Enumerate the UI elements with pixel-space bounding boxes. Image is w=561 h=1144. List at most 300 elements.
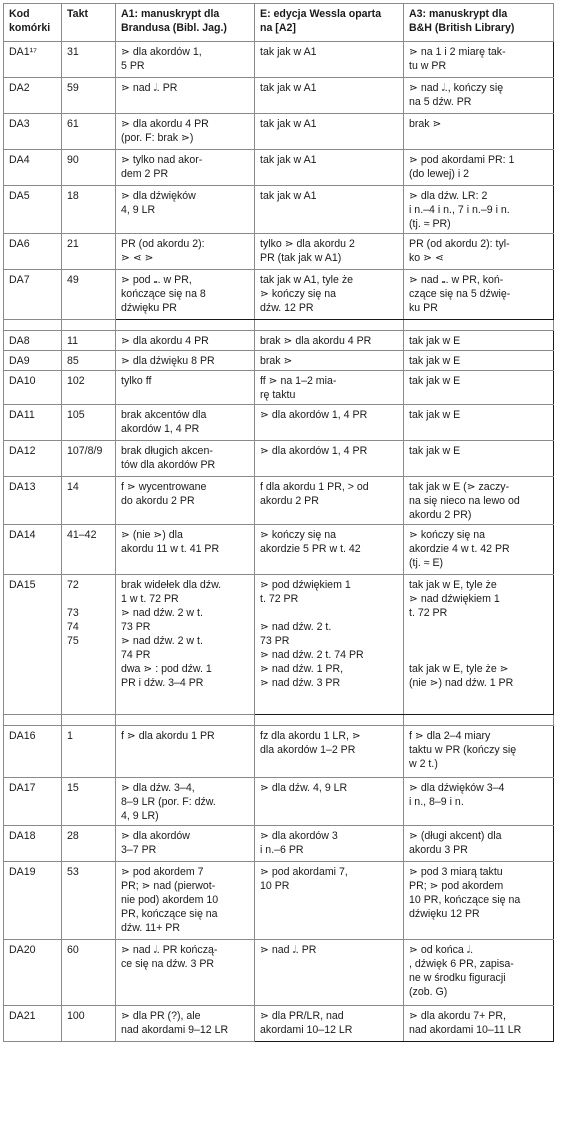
- cell-line: brak ⋗: [409, 118, 442, 130]
- cell-e: [255, 78, 404, 114]
- cell-e: [255, 234, 404, 270]
- cell-line: 1 w t. 72 PR: [121, 593, 179, 605]
- cell-line: DA7: [9, 274, 30, 286]
- cell-line: ⋗ dla dźwięków: [121, 190, 196, 202]
- header-a1: [116, 4, 255, 42]
- cell-line: tów dla akordów PR: [121, 459, 216, 471]
- cell-a1: [116, 234, 255, 270]
- cell-line: 5 PR: [121, 60, 145, 72]
- cell-line: PR i dźw. 3–4 PR: [121, 677, 204, 689]
- table-row: [4, 477, 554, 525]
- cell-line: 28: [67, 830, 79, 842]
- cell-a3: [404, 441, 554, 477]
- cell-a3: [404, 186, 554, 234]
- cell-line: DA2: [9, 82, 30, 94]
- cell-a1: [116, 270, 255, 320]
- cell-e: [255, 1006, 404, 1042]
- cell-line: 74 PR: [121, 649, 151, 661]
- cell-line: 60: [67, 944, 79, 956]
- cell-line: DA1¹⁷: [9, 46, 37, 58]
- separator-cell: [116, 715, 255, 726]
- cell-a1: [116, 114, 255, 150]
- cell-line: DA9: [9, 355, 30, 367]
- cell-a3: [404, 778, 554, 826]
- cell-a3: [404, 1006, 554, 1042]
- cell-line: akordu 11 w t. 41 PR: [121, 543, 220, 555]
- cell-e: [255, 826, 404, 862]
- cell-line: ⋗ pod akordami 7,: [260, 866, 348, 878]
- cell-line: ⋗ ⋖ ⋗: [121, 252, 154, 264]
- header-text: A3: manuskrypt dla: [409, 8, 508, 20]
- cell-line: 15: [67, 782, 79, 794]
- cell-line: f ⋗ dla akordu 1 PR: [121, 730, 215, 742]
- cell-line: ⋗ nad 𝅗𝅥. PR: [260, 944, 317, 956]
- cell-line: dźwięku 12 PR: [409, 908, 480, 920]
- cell-line: brak ⋗ dla akordu 4 PR: [260, 335, 372, 347]
- cell-line: DA14: [9, 529, 36, 541]
- cell-line: f ⋗ dla 2–4 miary: [409, 730, 491, 742]
- cell-line: 21: [67, 238, 79, 250]
- cell-line: brak długich akcen-: [121, 445, 213, 457]
- table-row: [4, 525, 554, 575]
- header-text: komórki: [9, 22, 51, 34]
- cell-line: ⋗ pod 3 miarą taktu: [409, 866, 503, 878]
- cell-takt: [62, 477, 116, 525]
- table-row: [4, 42, 554, 78]
- header-text: Brandusa (Bibl. Jag.): [121, 22, 227, 34]
- header-row: [4, 4, 554, 42]
- cell-line: 31: [67, 46, 79, 58]
- cell-line: ⋗ nad dźwiękiem 1: [409, 593, 500, 605]
- table-row: [4, 940, 554, 1006]
- header-code: [4, 4, 62, 42]
- header-text: A1: manuskrypt dla: [121, 8, 220, 20]
- cell-line: tak jak w A1, tyle że: [260, 274, 354, 286]
- cell-code: [4, 1006, 62, 1042]
- cell-e: [255, 477, 404, 525]
- cell-line: tak jak w E: [409, 355, 461, 367]
- table-row: [4, 234, 554, 270]
- cell-code: [4, 371, 62, 405]
- cell-line: ⋗ nad 𝅗𝅥. PR: [121, 82, 178, 94]
- cell-line: 41–42: [67, 529, 97, 541]
- cell-line: dźw. 11+ PR: [121, 922, 180, 934]
- cell-line: (tj. ≈ PR): [409, 218, 451, 230]
- cell-line: w 2 t.): [409, 758, 438, 770]
- cell-line: tak jak w E, tyle że: [409, 579, 497, 591]
- cell-line: ⋗ (długi akcent) dla: [409, 830, 502, 842]
- cell-a3: [404, 331, 554, 351]
- header-a3: [404, 4, 554, 42]
- cell-code: [4, 405, 62, 441]
- cell-line: do akordu 2 PR: [121, 495, 195, 507]
- cell-line: akordów 1, 4 PR: [121, 423, 200, 435]
- cell-a1: [116, 186, 255, 234]
- cell-e: [255, 270, 404, 320]
- header-text: na [A2]: [260, 22, 296, 34]
- cell-e: [255, 862, 404, 940]
- cell-line: ⋗ dla akordu 4 PR: [121, 118, 209, 130]
- cell-line: tak jak w E (⋗ zaczy-: [409, 481, 510, 493]
- cell-line: ⋗ dla akordów 1,: [121, 46, 202, 58]
- group-separator: [4, 715, 554, 726]
- cell-line: akordami 10–12 LR: [260, 1024, 353, 1036]
- cell-line: t. 72 PR: [409, 607, 448, 619]
- cell-e: [255, 42, 404, 78]
- cell-line: ku PR: [409, 302, 438, 314]
- cell-line: ⋗ nad dźw. 2 w t.: [121, 635, 203, 647]
- cell-line: tak jak w A1: [260, 82, 317, 94]
- separator-cell: [404, 715, 554, 726]
- cell-a1: [116, 405, 255, 441]
- table-row: [4, 114, 554, 150]
- separator-cell: [4, 715, 62, 726]
- cell-line: tak jak w A1: [260, 46, 317, 58]
- cell-line: PR; ⋗ pod akordem: [409, 880, 504, 892]
- cell-a1: [116, 150, 255, 186]
- cell-a1: [116, 726, 255, 778]
- cell-line: [67, 592, 111, 606]
- cell-e: [255, 940, 404, 1006]
- cell-line: PR, kończące się na: [121, 908, 218, 920]
- cell-line: DA13: [9, 481, 36, 493]
- cell-line: dla akordów 1–2 PR: [260, 744, 356, 756]
- cell-line: brak akcentów dla: [121, 409, 207, 421]
- cell-takt: [62, 575, 116, 715]
- separator-cell: [404, 320, 554, 331]
- cell-a3: [404, 78, 554, 114]
- cell-line: ⋗ dla akordu 7+ PR,: [409, 1010, 506, 1022]
- cell-line: 8–9 LR (por. F: dźw.: [121, 796, 216, 808]
- cell-line: tu w PR: [409, 60, 447, 72]
- cell-takt: [62, 778, 116, 826]
- cell-line: ⋗ pod 𝅝. w PR,: [121, 274, 192, 286]
- group-separator: [4, 320, 554, 331]
- cell-line: 53: [67, 866, 79, 878]
- cell-line: 72: [67, 579, 79, 591]
- cell-line: ⋗ tylko nad akor-: [121, 154, 203, 166]
- cell-line: (nie ⋗) nad dźw. 1 PR: [409, 677, 514, 689]
- header-text: B&H (British Library): [409, 22, 515, 34]
- cell-line: (tj. ≈ E): [409, 557, 444, 569]
- cell-line: 1: [67, 730, 73, 742]
- cell-code: [4, 270, 62, 320]
- cell-a1: [116, 862, 255, 940]
- cell-line: 73 PR: [121, 621, 151, 633]
- cell-line: fz dla akordu 1 LR, ⋗: [260, 730, 361, 742]
- cell-a3: [404, 940, 554, 1006]
- table-row: [4, 371, 554, 405]
- separator-cell: [4, 320, 62, 331]
- cell-a1: [116, 351, 255, 371]
- cell-line: ⋗ nad dźw. 2 t.: [260, 621, 332, 633]
- cell-line: DA10: [9, 375, 36, 387]
- cell-e: [255, 778, 404, 826]
- table-row: [4, 575, 554, 715]
- cell-a1: [116, 525, 255, 575]
- cell-line: 4, 9 LR): [121, 810, 159, 822]
- cell-takt: [62, 150, 116, 186]
- cell-a3: [404, 726, 554, 778]
- cell-line: DA11: [9, 409, 35, 421]
- cell-line: 11: [67, 335, 78, 347]
- cell-line: ⋗ kończy się na: [409, 529, 486, 541]
- cell-line: ⋗ nad dźw. 3 PR: [260, 677, 341, 689]
- cell-takt: [62, 331, 116, 351]
- cell-code: [4, 351, 62, 371]
- cell-code: [4, 940, 62, 1006]
- table-body: [4, 42, 554, 1042]
- cell-line: DA5: [9, 190, 30, 202]
- cell-code: [4, 331, 62, 351]
- cell-line: ⋗ kończy się na: [260, 529, 337, 541]
- cell-line: i n.–6 PR: [260, 844, 304, 856]
- cell-takt: [62, 441, 116, 477]
- cell-line: (do lewej) i 2: [409, 168, 470, 180]
- table-row: [4, 78, 554, 114]
- cell-line: t. 72 PR: [260, 593, 299, 605]
- cell-line: PR (tak jak w A1): [260, 252, 342, 264]
- cell-line: ⋗ pod akordem 7: [121, 866, 204, 878]
- cell-line: 74: [67, 621, 79, 633]
- table-row: [4, 270, 554, 320]
- cell-e: [255, 371, 404, 405]
- cell-line: ⋗ (nie ⋗) dla: [121, 529, 183, 541]
- cell-code: [4, 826, 62, 862]
- cell-line: (por. F: brak ⋗): [121, 132, 194, 144]
- cell-line: DA16: [9, 730, 36, 742]
- cell-e: [255, 525, 404, 575]
- cell-line: ⋗ nad 𝅗𝅥. PR kończą-: [121, 944, 218, 956]
- cell-line: ko ⋗ ⋖: [409, 252, 444, 264]
- cell-a1: [116, 78, 255, 114]
- cell-line: akordu 3 PR: [409, 844, 468, 856]
- cell-a3: [404, 234, 554, 270]
- table-row: [4, 186, 554, 234]
- cell-e: [255, 726, 404, 778]
- cell-line: tylko ff: [121, 375, 152, 387]
- cell-takt: [62, 270, 116, 320]
- cell-takt: [62, 114, 116, 150]
- cell-line: ff ⋗ na 1–2 mia-: [260, 375, 337, 387]
- cell-line: dwa ⋗ : pod dźw. 1: [121, 663, 212, 675]
- table-row: [4, 826, 554, 862]
- cell-line: 105: [67, 409, 85, 421]
- cell-code: [4, 778, 62, 826]
- cell-takt: [62, 726, 116, 778]
- cell-line: ⋗ dla akordów 3: [260, 830, 338, 842]
- cell-takt: [62, 351, 116, 371]
- separator-cell: [62, 320, 116, 331]
- cell-line: DA17: [9, 782, 36, 794]
- cell-code: [4, 726, 62, 778]
- cell-line: i n., 8–9 i n.: [409, 796, 464, 808]
- table-row: [4, 441, 554, 477]
- cell-line: brak widełek dla dźw.: [121, 579, 222, 591]
- cell-line: ⋗ dla dźw. LR: 2: [409, 190, 488, 202]
- cell-line: ⋗ kończy się na: [260, 288, 337, 300]
- cell-line: dem 2 PR: [121, 168, 169, 180]
- cell-line: ⋗ dla dźw. 4, 9 LR: [260, 782, 348, 794]
- cell-line: ⋗ nad dźw. 2 t. 74 PR: [260, 649, 364, 661]
- separator-cell: [255, 320, 404, 331]
- cell-line: 75: [67, 635, 79, 647]
- cell-line: nie pod) akordem 10: [121, 894, 219, 906]
- cell-code: [4, 441, 62, 477]
- cell-line: 100: [67, 1010, 85, 1022]
- header-takt: [62, 4, 116, 42]
- cell-line: ⋗ dla PR/LR, nad: [260, 1010, 344, 1022]
- cell-e: [255, 575, 404, 715]
- table-row: [4, 1006, 554, 1042]
- cell-code: [4, 186, 62, 234]
- table-row: [4, 862, 554, 940]
- cell-a3: [404, 42, 554, 78]
- cell-line: 107/8/9: [67, 445, 103, 457]
- cell-line: na 5 dźw. PR: [409, 96, 472, 108]
- cell-line: tak jak w E: [409, 375, 461, 387]
- cell-code: [4, 525, 62, 575]
- table-row: [4, 778, 554, 826]
- cell-a1: [116, 778, 255, 826]
- cell-line: akordu 2 PR): [409, 509, 472, 521]
- cell-line: ⋗ na 1 i 2 miarę tak-: [409, 46, 506, 58]
- cell-e: [255, 114, 404, 150]
- cell-line: na się nieco na lewo od: [409, 495, 520, 507]
- cell-takt: [62, 940, 116, 1006]
- cell-line: ⋗ dla akordów 1, 4 PR: [260, 409, 368, 421]
- cell-code: [4, 575, 62, 715]
- cell-line: ⋗ dla dźwięków 3–4: [409, 782, 505, 794]
- sources-comparison-table: [3, 3, 554, 1042]
- table-row: [4, 331, 554, 351]
- cell-takt: [62, 186, 116, 234]
- cell-line: DA18: [9, 830, 36, 842]
- cell-takt: [62, 42, 116, 78]
- cell-line: 3–7 PR: [121, 844, 157, 856]
- cell-line: DA21: [9, 1010, 36, 1022]
- cell-line: tak jak w A1: [260, 118, 317, 130]
- cell-line: DA4: [9, 154, 30, 166]
- cell-e: [255, 150, 404, 186]
- cell-line: tak jak w E, tyle że ⋗: [409, 663, 509, 675]
- separator-cell: [255, 715, 404, 726]
- cell-line: 49: [67, 274, 79, 286]
- header-text: Takt: [67, 8, 88, 20]
- cell-a1: [116, 575, 255, 715]
- cell-line: i n.–4 i n., 7 i n.–9 i n.: [409, 204, 510, 216]
- cell-code: [4, 114, 62, 150]
- cell-code: [4, 78, 62, 114]
- cell-a3: [404, 826, 554, 862]
- cell-line: czące się na 5 dźwię-: [409, 288, 511, 300]
- cell-line: 18: [67, 190, 79, 202]
- cell-line: PR (od akordu 2): tyl-: [409, 238, 510, 250]
- cell-line: 102: [67, 375, 85, 387]
- cell-takt: [62, 1006, 116, 1042]
- cell-takt: [62, 234, 116, 270]
- cell-code: [4, 150, 62, 186]
- cell-line: tak jak w A1: [260, 154, 317, 166]
- cell-line: DA3: [9, 118, 30, 130]
- cell-a1: [116, 1006, 255, 1042]
- header-text: E: edycja Wessla oparta: [260, 8, 382, 20]
- cell-line: ⋗ nad 𝅗𝅥., kończy się: [409, 82, 504, 94]
- header-text: Kod: [9, 8, 30, 20]
- cell-line: ⋗ dla akordów: [121, 830, 190, 842]
- cell-line: DA15: [9, 579, 36, 591]
- cell-line: PR; ⋗ nad (pierwot-: [121, 880, 216, 892]
- cell-takt: [62, 78, 116, 114]
- cell-code: [4, 862, 62, 940]
- cell-code: [4, 42, 62, 78]
- cell-line: 10 PR: [260, 880, 290, 892]
- cell-line: ⋗ dla dźw. 3–4,: [121, 782, 195, 794]
- cell-a1: [116, 441, 255, 477]
- cell-line: ⋗ nad dźw. 2 w t.: [121, 607, 203, 619]
- cell-a3: [404, 477, 554, 525]
- cell-line: dźwięku PR: [121, 302, 177, 314]
- cell-line: nad akordami 10–11 LR: [409, 1024, 522, 1036]
- cell-line: ⋗ dla dźwięku 8 PR: [121, 355, 215, 367]
- cell-line: 61: [67, 118, 79, 130]
- cell-line: [409, 620, 549, 634]
- cell-takt: [62, 371, 116, 405]
- cell-line: tak jak w E: [409, 445, 461, 457]
- cell-line: tylko ⋗ dla akordu 2: [260, 238, 355, 250]
- cell-line: [409, 634, 549, 648]
- cell-line: 73 PR: [260, 635, 290, 647]
- cell-e: [255, 351, 404, 371]
- cell-line: (zob. G): [409, 986, 448, 998]
- cell-line: [260, 606, 399, 620]
- cell-a3: [404, 270, 554, 320]
- cell-line: ⋗ nad 𝅝. w PR, koń-: [409, 274, 504, 286]
- cell-line: akordzie 4 w t. 42 PR: [409, 543, 510, 555]
- cell-line: f ⋗ wycentrowane: [121, 481, 207, 493]
- cell-line: rę taktu: [260, 389, 296, 401]
- cell-line: DA12: [9, 445, 36, 457]
- cell-a3: [404, 150, 554, 186]
- cell-line: 10 PR, kończące się na: [409, 894, 521, 906]
- cell-line: , dźwięk 6 PR, zapisa-: [409, 958, 514, 970]
- cell-a1: [116, 826, 255, 862]
- cell-line: f dla akordu 1 PR, > od: [260, 481, 369, 493]
- cell-e: [255, 405, 404, 441]
- cell-line: tak jak w E: [409, 335, 461, 347]
- cell-line: akordzie 5 PR w t. 42: [260, 543, 361, 555]
- table-row: [4, 150, 554, 186]
- cell-a3: [404, 351, 554, 371]
- cell-e: [255, 331, 404, 351]
- cell-line: ⋗ nad dźw. 1 PR,: [260, 663, 344, 675]
- cell-e: [255, 186, 404, 234]
- cell-a1: [116, 331, 255, 351]
- cell-line: [409, 648, 549, 662]
- cell-a1: [116, 42, 255, 78]
- cell-takt: [62, 862, 116, 940]
- cell-line: ⋗ dla akordów 1, 4 PR: [260, 445, 368, 457]
- cell-a1: [116, 940, 255, 1006]
- separator-cell: [116, 320, 255, 331]
- cell-line: 4, 9 LR: [121, 204, 156, 216]
- cell-line: ⋗ dla PR (?), ale: [121, 1010, 201, 1022]
- cell-line: tak jak w E: [409, 409, 461, 421]
- table-row: [4, 405, 554, 441]
- cell-a3: [404, 525, 554, 575]
- cell-a3: [404, 405, 554, 441]
- cell-line: DA19: [9, 866, 36, 878]
